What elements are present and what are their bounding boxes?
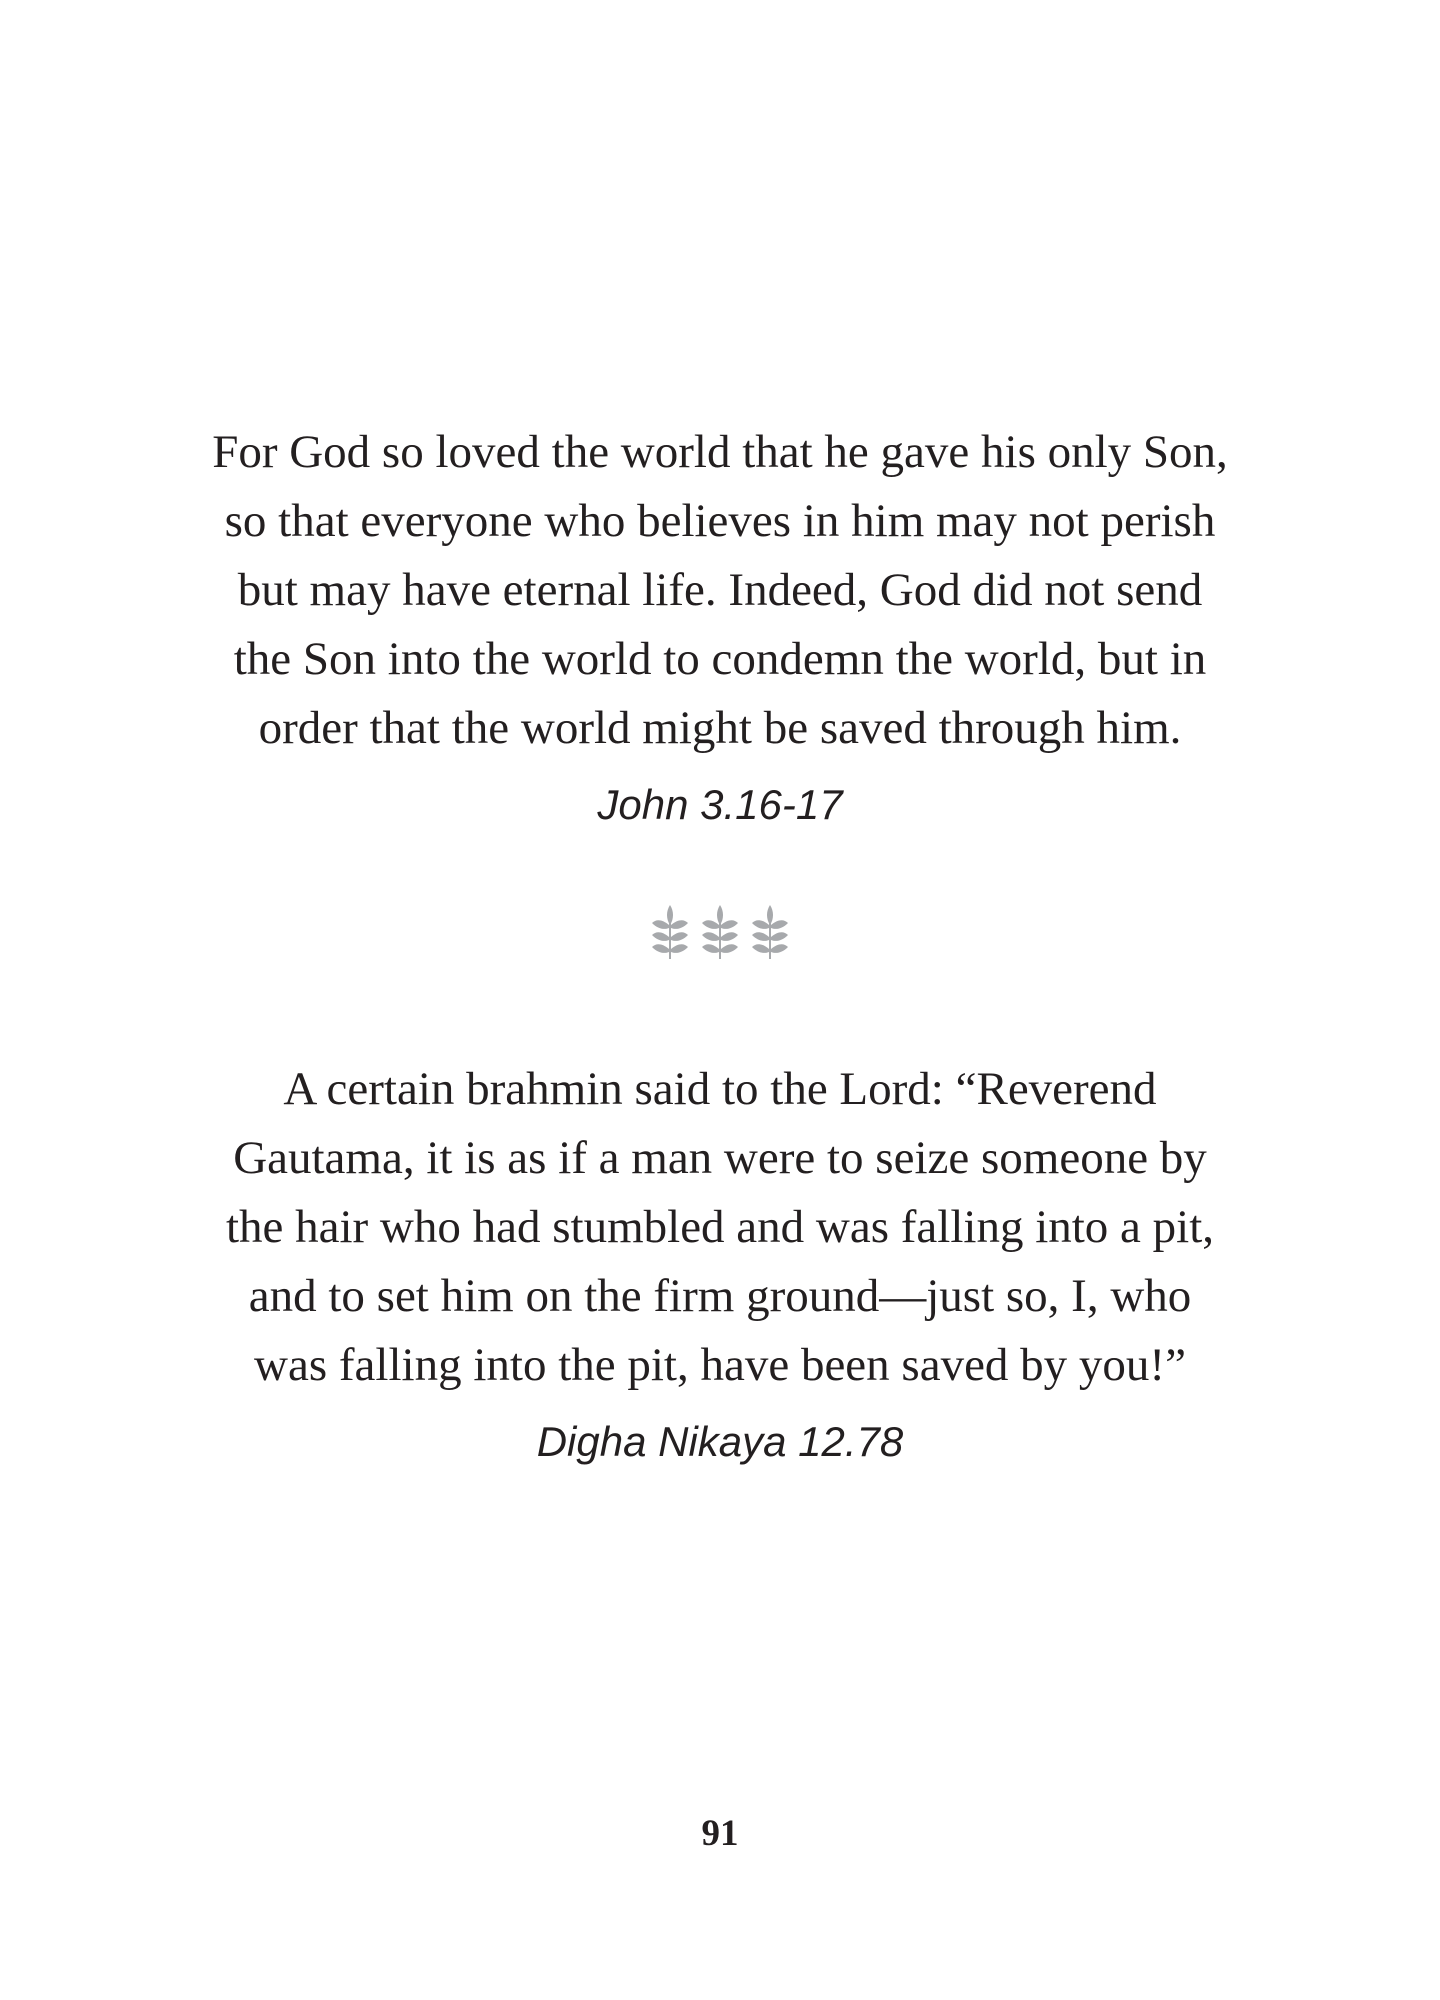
wheat-sprig-icon — [748, 895, 792, 965]
section-divider-ornament — [0, 895, 1440, 965]
passage-line: A certain brahmin said to the Lord: “Reverend — [283, 1063, 1157, 1115]
passage-line: order that the world might be saved through him. — [258, 702, 1182, 754]
passage-line: the hair who had stumbled and was falling into a pit, — [225, 1201, 1215, 1253]
passage-line: so that everyone who believes in him may not perish — [224, 495, 1216, 547]
wheat-sprig-icon — [648, 895, 692, 965]
passage-line: the Son into the world to condemn the world, but in — [233, 633, 1207, 685]
passage-line: Gautama, it is as if a man were to seize someone by — [233, 1132, 1207, 1184]
page-number: 91 — [701, 1813, 739, 1854]
scripture-passage-john — [0, 418, 1440, 830]
passage-line: but may have eternal life. Indeed, God did not send — [237, 564, 1203, 616]
passage-line: For God so loved the world that he gave his only Son, — [212, 426, 1228, 478]
passage-line: was falling into the pit, have been saved by you!” — [254, 1339, 1186, 1391]
passage-line: and to set him on the firm ground—just so, I, who — [248, 1270, 1192, 1322]
scripture-passage-digha-nikaya — [0, 1055, 1440, 1467]
wheat-sprig-icon — [698, 895, 742, 965]
passage-citation: John 3.16-17 — [597, 781, 843, 828]
passage-text — [0, 1055, 1440, 1400]
passage-citation: Digha Nikaya 12.78 — [536, 1418, 904, 1465]
passage-text — [0, 418, 1440, 763]
